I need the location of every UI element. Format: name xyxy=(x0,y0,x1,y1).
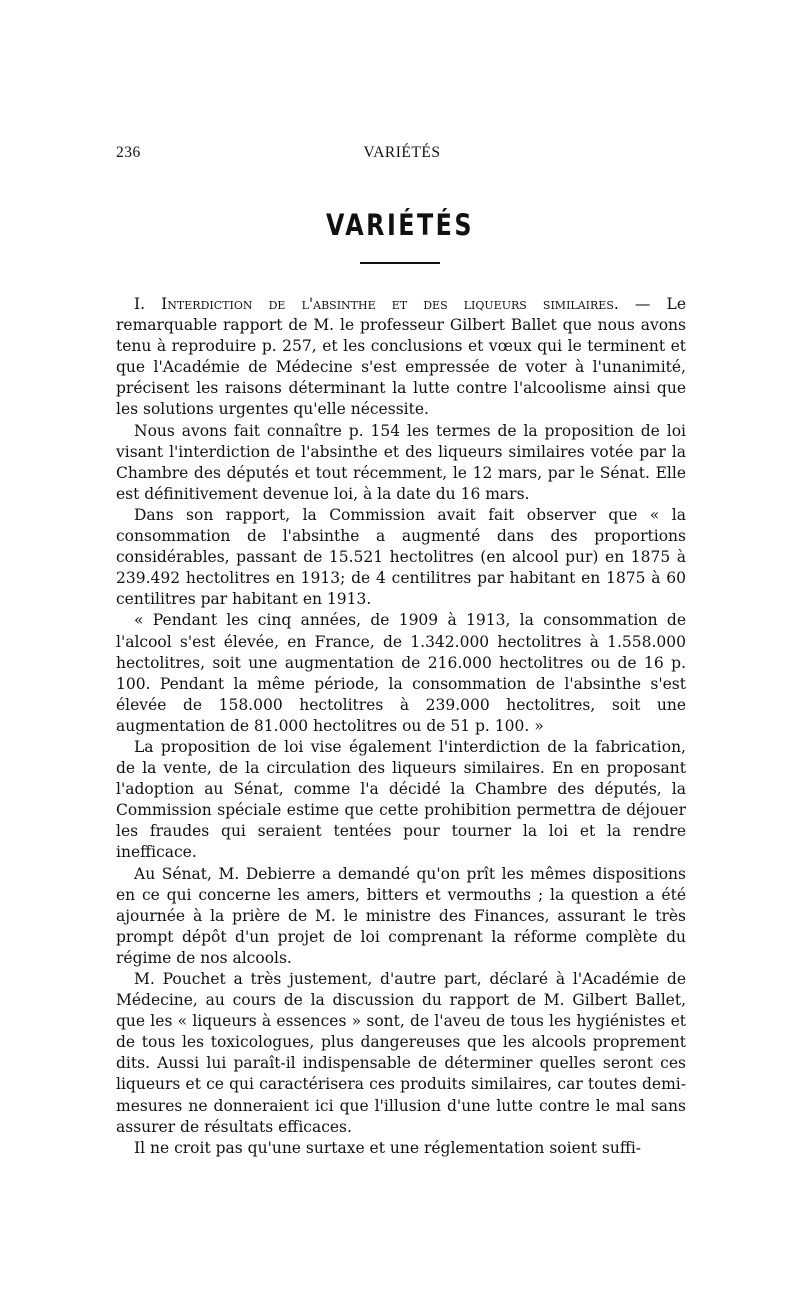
paragraph: M. Pouchet a très justement, d'autre part, déclaré à l'Académie de Médecine, au cours de la discussion du rapport de M. Gilbert Ballet, que les « liqueurs à essences » sont, de l'aveu de tous les hygiénistes et de tous les toxicologues, plus dangereuses que les alcools proprement dits. Aussi lui paraît-il indispensable de déterminer quelles seront ces liqueurs et ce qui caractérisera ces produits similaires, car toutes demi-mesures ne donneraient ici que l'illusion d'une lutte contre le mal sans assurer de résultats efficaces. xyxy=(116,970,686,1136)
paragraph-text: — Le remarquable rapport de M. le professeur Gilbert Ballet que nous avons tenu à reproduire p. 257, et les conclusions et vœux qui le terminent et que l'Académie de Médecine s'est empressée de voter à l'unanimité, précisent les raisons déterminant la lutte contre l'alcoolisme ainsi que les solutions urgentes qu'elle nécessite. xyxy=(116,295,686,419)
running-title: VARIÉTÉS xyxy=(363,144,441,161)
page-number: 236 xyxy=(116,144,141,161)
paragraph xyxy=(116,294,686,421)
section-title: VARIÉTÉS xyxy=(326,208,474,242)
paragraph: Au Sénat, M. Debierre a demandé qu'on prît les mêmes dispositions en ce qui concerne les amers, bitters et vermouths ; la question a été ajournée à la prière de M. le ministre des Finances, assurant le très prompt dépôt d'un projet de loi comprenant la réforme complète du régime de nos alcools. xyxy=(116,864,686,967)
paragraph: Il ne croit pas qu'une surtaxe et une réglementation soient suffi- xyxy=(134,1138,642,1157)
paragraph: « Pendant les cinq années, de 1909 à 1913, la consommation de l'alcool s'est élevée, en France, de 1.342.000 hectolitres à 1.558.000 hectolitres, soit une augmentation de 216.000 hectolitres ou de 16 p. 100. Pendant la même période, la consommation de l'absinthe s'est élevée de 158.000 hectolitres à 239.000 hectolitres, soit une augmentation de 81.000 hectolitres ou de 51 p. 100. » xyxy=(116,611,686,735)
title-rule xyxy=(360,262,440,264)
paragraph: Nous avons fait connaître p. 154 les termes de la proposition de loi visant l'interdiction de l'absinthe et des liqueurs similaires votée par la Chambre des députés et tout récemment, le 12 mars, par le Sénat. Elle est définitivement devenue loi, à la date du 16 mars. xyxy=(116,421,686,503)
section-heading: I. Interdiction de l'absinthe et des liqueurs similaires. xyxy=(134,295,619,313)
paragraph: La proposition de loi vise également l'interdiction de la fabrication, de la vente, de la circulation des liqueurs similaires. En en proposant l'adoption au Sénat, comme l'a décidé la Chambre des députés, la Commission spéciale estime que cette prohibition permettra de déjouer les fraudes qui seraient tentées pour tourner la loi et la rendre inefficace. xyxy=(116,737,686,862)
article-body xyxy=(116,294,686,1159)
paragraph: Dans son rapport, la Commission avait fait observer que « la consommation de l'absinthe a augmenté dans des proportions considérables, passant de 15.521 hectolitres (en alcool pur) en 1875 à 239.492 hectolitres en 1913; de 4 centilitres par habitant en 1875 à 60 centilitres par habitant en 1913. xyxy=(116,505,686,609)
